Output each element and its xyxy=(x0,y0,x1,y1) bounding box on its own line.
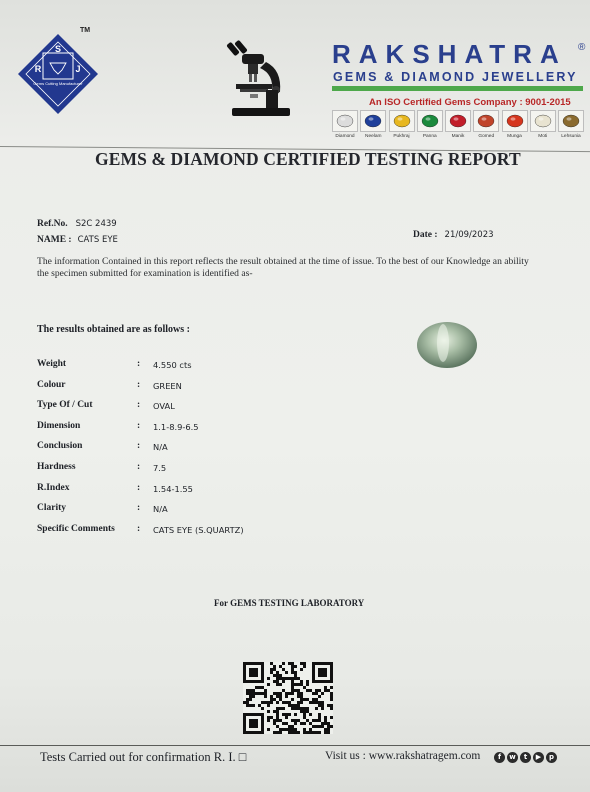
gem-image xyxy=(332,110,358,132)
property-separator: : xyxy=(137,441,141,452)
gem-label: Moti xyxy=(538,134,548,139)
gem-swatch xyxy=(530,110,556,144)
gem-label: Neelam xyxy=(364,134,382,139)
gem-label: Manik xyxy=(451,134,465,139)
report-date: Date : 21/09/2023 xyxy=(413,230,494,240)
property-label: Weight xyxy=(37,359,67,369)
social-icons xyxy=(494,752,557,763)
gem-image xyxy=(558,110,584,132)
gem-label: Pukhraj xyxy=(393,134,410,139)
gem-swatch xyxy=(445,110,471,144)
trademark-mark: TM xyxy=(80,27,91,34)
property-label: Clarity xyxy=(37,503,67,514)
property-separator: : xyxy=(137,359,141,369)
test-confirmation-note: Tests Carried out for confirmation R. I. □ xyxy=(40,750,247,764)
gem-label: Lehsunia xyxy=(561,134,581,139)
facebook-icon[interactable]: f xyxy=(494,752,505,763)
property-separator: : xyxy=(137,482,141,493)
gem-image xyxy=(502,110,528,132)
svg-text:S: S xyxy=(54,44,62,54)
property-separator: : xyxy=(137,400,141,411)
property-value: 4.550 cts xyxy=(153,360,192,370)
youtube-icon[interactable]: ▶ xyxy=(533,752,544,763)
lab-signature-line: For GEMS TESTING LABORATORY xyxy=(214,598,365,608)
iso-certification: An ISO Certified Gems Company : 9001-2015 xyxy=(369,97,571,108)
gem-image xyxy=(445,110,471,132)
gem-swatch xyxy=(558,110,584,144)
property-value: CATS EYE (S.QUARTZ) xyxy=(153,524,244,535)
pinterest-icon[interactable]: p xyxy=(546,752,557,763)
gem-image xyxy=(473,110,499,132)
svg-text:R: R xyxy=(34,64,42,74)
property-value: N/A xyxy=(153,504,168,515)
gemstone-photo xyxy=(416,321,478,369)
property-value: 1.54-1.55 xyxy=(153,483,193,494)
brand-subtitle: GEMS & DIAMOND JEWELLERY xyxy=(333,70,578,84)
gem-swatch xyxy=(389,110,415,144)
gem-label: Diamond xyxy=(335,134,355,139)
property-value: 7.5 xyxy=(153,462,167,473)
svg-text:Gems Cutting Manufacturer: Gems Cutting Manufacturer xyxy=(33,81,83,86)
gem-image xyxy=(389,110,415,132)
registered-mark: ® xyxy=(578,42,586,53)
property-row xyxy=(37,503,337,524)
gem-swatch xyxy=(360,110,386,144)
property-value: N/A xyxy=(153,442,168,453)
property-row xyxy=(37,380,337,401)
property-row xyxy=(37,483,337,504)
gem-image xyxy=(417,110,443,132)
property-separator: : xyxy=(137,420,141,431)
twitter-icon[interactable]: t xyxy=(520,752,531,763)
property-label: Type Of / Cut xyxy=(37,400,93,411)
property-separator: : xyxy=(137,379,141,390)
srj-diamond-emblem xyxy=(16,30,102,116)
intro-paragraph: The information Contained in this report reflects the result obtained at the time of issue. To the best of our Knowledge an ability the specimen submitted for examination is identified as- xyxy=(37,256,529,279)
property-row xyxy=(37,400,337,421)
results-heading: The results obtained are as follows : xyxy=(37,324,190,335)
property-row xyxy=(37,421,337,442)
property-value: GREEN xyxy=(153,380,182,391)
property-separator: : xyxy=(137,503,141,514)
properties-table xyxy=(37,359,337,544)
property-label: Conclusion xyxy=(37,441,83,452)
microscope-icon xyxy=(222,40,300,120)
property-label: Specific Comments xyxy=(37,523,115,534)
property-label: Dimension xyxy=(37,420,81,431)
gem-label: Munga xyxy=(507,134,522,139)
brand-name: RAKSHATRA xyxy=(332,39,567,69)
property-value: 1.1-8.9-6.5 xyxy=(153,421,199,432)
footer-divider xyxy=(0,745,590,746)
website-link[interactable]: Visit us : www.rakshatragem.com xyxy=(325,750,481,762)
whatsapp-icon[interactable]: w xyxy=(507,752,518,763)
gem-label: Gomed xyxy=(478,134,495,139)
property-label: Hardness xyxy=(37,461,76,472)
gem-swatch xyxy=(473,110,499,144)
property-row xyxy=(37,359,337,380)
property-row xyxy=(37,441,337,462)
gem-strip xyxy=(332,110,584,144)
property-value: OVAL xyxy=(153,401,175,412)
brand-divider-bar xyxy=(332,86,583,91)
ref-number: Ref.No. S2C 2439 xyxy=(37,219,117,229)
property-label: R.Index xyxy=(37,482,70,493)
gem-swatch xyxy=(417,110,443,144)
property-separator: : xyxy=(137,461,141,472)
gem-label: Panna xyxy=(422,134,437,139)
gem-image xyxy=(360,110,386,132)
property-label: Colour xyxy=(37,379,66,390)
property-separator: : xyxy=(137,523,141,534)
svg-text:J: J xyxy=(75,64,81,74)
report-title: GEMS & DIAMOND CERTIFIED TESTING REPORT xyxy=(95,149,521,169)
gem-swatch xyxy=(332,110,358,144)
qr-code xyxy=(243,662,333,734)
gem-swatch xyxy=(502,110,528,144)
gem-image xyxy=(530,110,556,132)
srj-logo xyxy=(16,27,102,116)
property-row xyxy=(37,524,337,545)
property-row xyxy=(37,462,337,483)
specimen-name: NAME : CATS EYE xyxy=(37,235,118,245)
